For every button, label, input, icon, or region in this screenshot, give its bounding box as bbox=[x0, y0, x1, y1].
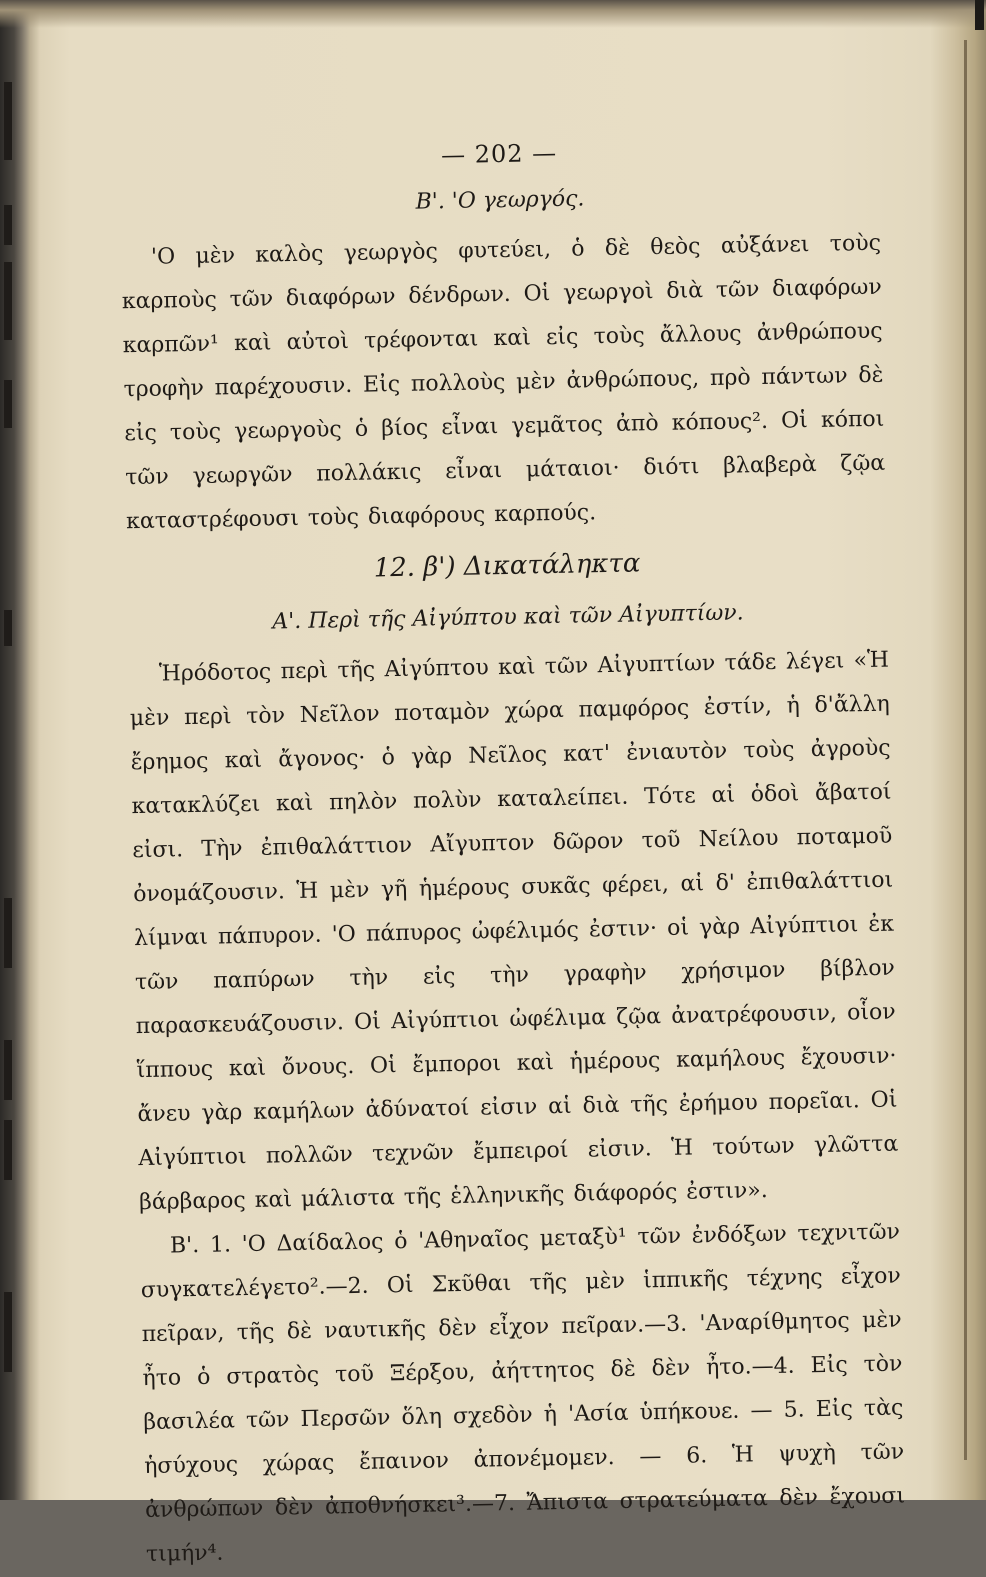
binding-mark bbox=[4, 1040, 12, 1100]
binding-mark bbox=[4, 380, 12, 428]
binding-mark bbox=[4, 610, 12, 646]
section-heading: B'. 'Ο γεωργός. bbox=[415, 186, 585, 215]
top-edge-shadow bbox=[0, 0, 986, 28]
binding-mark bbox=[4, 205, 12, 245]
binding-mark bbox=[4, 1120, 12, 1180]
binding-mark bbox=[4, 1292, 12, 1372]
page-edge-line bbox=[964, 40, 967, 1460]
section-heading: A'. Περὶ τῆς Αἰγύπτου καὶ τῶν Αἰγυπτίων. bbox=[272, 600, 744, 635]
page-number: — 202 — bbox=[440, 138, 558, 170]
binding-mark bbox=[4, 82, 12, 160]
page-text-block bbox=[119, 133, 906, 1577]
paragraph: Ἡρόδοτος περὶ τῆς Αἰγύπτου καὶ τῶν Αἰγυπτίων τάδε λέγει «Ἡ μὲν περὶ τὸν Νεῖλον ποταμὸν χώρα παμφόρος ἐστίν, ἡ δ'ἄλλη ἔρημος καὶ ἄγονος· ὁ γὰρ Νεῖλος κατ' ἐνιαυτὸν τοὺς ἀγροὺς κατακλύζει καὶ πηλὸν πολὺν καταλείπει. Τότε αἱ ὁδοὶ ἄβατοί εἰσι. Τὴν ἐπιθαλάττιον Αἴγυπτον δῶρον τοῦ Νείλου ποταμοῦ ὀνομάζουσιν. Ἡ μὲν γῆ ἡμέρους συκᾶς φέρει, αἱ δ' ἐπιθαλάττιοι λίμναι πάπυρον. 'Ο πάπυρος ὠφέλιμός ἐστιν· οἱ γὰρ Αἰγύπτιοι ἐκ τῶν παπύρων τὴν εἰς τὴν γραφὴν χρήσιμον βίβλον παρασκευάζουσιν. Οἱ Αἰγύπτιοι ὠφέλιμα ζῷα ἀνατρέφουσιν, οἷον ἵππους καὶ ὄνους. Οἱ ἔμποροι καὶ ἡμέρους καμήλους ἔχουσιν· ἄνευ γὰρ καμήλων ἀδύνατοί εἰσιν αἱ διὰ τῆς ἐρήμου πορεῖαι. Οἱ Αἰγύπτιοι πολλῶν τεχνῶν ἔμπειροί εἰσιν. Ἡ τούτων γλῶττα βάρβαρος καὶ μάλιστα τῆς ἑλληνικῆς διάφορός ἐστιν». bbox=[129, 647, 899, 1216]
section-dikatalikta bbox=[127, 544, 887, 589]
binding-mark bbox=[4, 898, 12, 968]
section-georgos bbox=[120, 181, 887, 545]
section-aigyptos bbox=[128, 598, 906, 1577]
page-edge-shadow bbox=[975, 0, 984, 30]
paragraph: B'. 1. 'Ο Δαίδαλος ὁ 'Αθηναῖος μεταξὺ¹ τῶν ἐνδόξων τεχνιτῶν συγκατελέγετο².—2. Οἱ Σκῦθαι τῆς μὲν ἱππικῆς τέχνης εἶχον πεῖραν, τῆς δὲ ναυτικῆς δὲν εἶχον πεῖραν.—3. 'Αναρίθμητος μὲν ἦτο ὁ στρατὸς τοῦ Ξέρξου, ἀήττητος δὲ δὲν ἦτο.—4. Εἰς τὸν βασιλέα τῶν Περσῶν ὅλη σχεδὸν ἡ 'Ασία ὑπήκουε. — 5. Εἰς τὰς ἡσύχους χώρας ἔπαινον ἀπονέμομεν. — 6. Ἡ ψυχὴ τῶν ἀνθρώπων δὲν ἀποθνήσκει³.—7. Ἄπιστα στρατεύματα δὲν ἔχουσι τιμήν⁴. bbox=[140, 1219, 906, 1568]
section-heading: 12. β') Δικατάληκτα bbox=[373, 548, 641, 584]
paragraph: 'Ο μὲν καλὸς γεωργὸς φυτεύει, ὁ δὲ θεὸς αὐξάνει τοὺς καρποὺς τῶν διαφόρων δένδρων. Οἱ γεωργοὶ διὰ τῶν διαφόρων καρπῶν¹ καὶ αὐτοὶ τρέφονται καὶ εἰς τοὺς ἄλλους ἀνθρώπους τροφὴν παρέχουσιν. Εἰς πολλοὺς μὲν ἀνθρώπους, πρὸ πάντων δὲ εἰς τοὺς γεωργοὺς ὁ βίος εἶναι γεμᾶτος ἀπὸ κόπους². Οἱ κόποι τῶν γεωργῶν πολλάκις εἶναι μάταιοι· διότι βλαβερὰ ζῷα καταστρέφουσι τοὺς διαφόρους καρπούς. bbox=[121, 230, 886, 535]
binding-mark bbox=[4, 262, 12, 340]
